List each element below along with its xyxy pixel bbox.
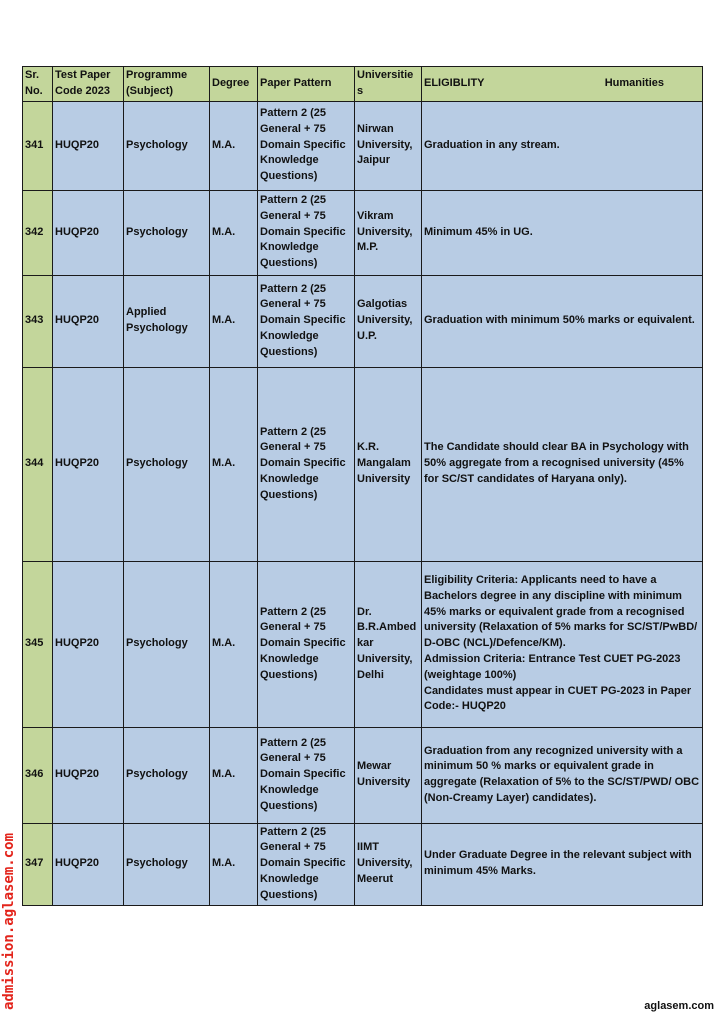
- cell-test-paper-code: HUQP20: [53, 727, 124, 823]
- cell-eligibility: [422, 367, 703, 561]
- cell-eligibility: [422, 561, 703, 727]
- cell-test-paper-code: HUQP20: [53, 101, 124, 190]
- eligibility-line: Graduation with minimum 50% marks or equivalent.: [424, 314, 695, 327]
- cell-degree: M.A.: [210, 190, 258, 275]
- cell-sr-no: 347: [23, 823, 53, 905]
- cell-programme: Psychology: [124, 101, 210, 190]
- table-row: [23, 367, 703, 561]
- cell-university: K.R. Mangalam University: [355, 367, 422, 561]
- cell-sr-no: 344: [23, 367, 53, 561]
- cell-test-paper-code: HUQP20: [53, 561, 124, 727]
- cell-test-paper-code: HUQP20: [53, 823, 124, 905]
- cell-eligibility: [422, 275, 703, 367]
- cell-university: Dr. B.R.Ambedkar University, Delhi: [355, 561, 422, 727]
- eligibility-line: The Candidate should clear BA in Psychology with 50% aggregate from a recognised university (45% for SC/ST candidates of Haryana only).: [424, 441, 689, 485]
- table-row: [23, 190, 703, 275]
- cell-paper-pattern: Pattern 2 (25 General + 75 Domain Specific Knowledge Questions): [258, 561, 355, 727]
- header-eligibility: [422, 67, 703, 102]
- eligibility-line: Graduation from any recognized university with a minimum 50 % marks or equivalent grade in aggregate (Relaxation of 5% to the SC/ST/PWD/ OBC (Non-Creamy Layer) candidates).: [424, 744, 700, 804]
- header-universities: Universities: [355, 67, 422, 102]
- cell-test-paper-code: HUQP20: [53, 275, 124, 367]
- table-header-row: [23, 67, 703, 102]
- header-sr-no: Sr. No.: [23, 67, 53, 102]
- cell-sr-no: 341: [23, 101, 53, 190]
- cell-programme: Psychology: [124, 823, 210, 905]
- cell-paper-pattern: Pattern 2 (25 General + 75 Domain Specific Knowledge Questions): [258, 275, 355, 367]
- header-eligibility-label: ELIGIBLITY: [424, 76, 485, 89]
- cell-university: Vikram University, M.P.: [355, 190, 422, 275]
- eligibility-line: Eligibility Criteria: Applicants need to have a Bachelors degree in any discipline with minimum 45% marks or equivalent grade from a recognised university (Relaxation of 5% marks for SC/ST/PwBD/ D-OBC (NCL)/Defence/KM).: [424, 574, 698, 650]
- cell-sr-no: 342: [23, 190, 53, 275]
- cell-programme: Psychology: [124, 727, 210, 823]
- cell-university: Galgotias University, U.P.: [355, 275, 422, 367]
- cell-eligibility: [422, 727, 703, 823]
- table-row: [23, 275, 703, 367]
- eligibility-line: Minimum 45% in UG.: [424, 225, 533, 238]
- cell-degree: M.A.: [210, 275, 258, 367]
- footer-site: aglasem.com: [644, 1000, 714, 1012]
- table-row: [23, 561, 703, 727]
- table-row: [23, 823, 703, 905]
- cell-university: Nirwan University, Jaipur: [355, 101, 422, 190]
- cell-paper-pattern: Pattern 2 (25 General + 75 Domain Specific Knowledge Questions): [258, 190, 355, 275]
- cell-sr-no: 346: [23, 727, 53, 823]
- cell-sr-no: 343: [23, 275, 53, 367]
- header-programme: Programme (Subject): [124, 67, 210, 102]
- eligibility-line: Graduation in any stream.: [424, 138, 560, 151]
- watermark-text: admission.aglasem.com: [1, 832, 17, 1010]
- cell-sr-no: 345: [23, 561, 53, 727]
- header-test-paper-code: Test Paper Code 2023: [53, 67, 124, 102]
- cell-paper-pattern: Pattern 2 (25 General + 75 Domain Specific Knowledge Questions): [258, 101, 355, 190]
- header-degree: Degree: [210, 67, 258, 102]
- cell-eligibility: [422, 190, 703, 275]
- header-stream-label: Humanities: [604, 76, 664, 89]
- cell-programme: Psychology: [124, 190, 210, 275]
- cell-degree: M.A.: [210, 561, 258, 727]
- cell-test-paper-code: HUQP20: [53, 367, 124, 561]
- cell-university: Mewar University: [355, 727, 422, 823]
- cell-programme: Applied Psychology: [124, 275, 210, 367]
- cell-eligibility: [422, 101, 703, 190]
- eligibility-table: [22, 66, 703, 906]
- table-row: [23, 727, 703, 823]
- cell-eligibility: [422, 823, 703, 905]
- eligibility-line: Candidates must appear in CUET PG-2023 in Paper Code:- HUQP20: [424, 684, 692, 713]
- cell-test-paper-code: HUQP20: [53, 190, 124, 275]
- cell-degree: M.A.: [210, 823, 258, 905]
- cell-degree: M.A.: [210, 367, 258, 561]
- eligibility-line: Admission Criteria: Entrance Test CUET PG-2023 (weightage 100%): [424, 652, 681, 681]
- cell-programme: Psychology: [124, 367, 210, 561]
- table-row: [23, 101, 703, 190]
- header-paper-pattern: Paper Pattern: [258, 67, 355, 102]
- cell-paper-pattern: Pattern 2 (25 General + 75 Domain Specific Knowledge Questions): [258, 823, 355, 905]
- cell-degree: M.A.: [210, 101, 258, 190]
- cell-paper-pattern: Pattern 2 (25 General + 75 Domain Specific Knowledge Questions): [258, 367, 355, 561]
- cell-programme: Psychology: [124, 561, 210, 727]
- cell-university: IIMT University, Meerut: [355, 823, 422, 905]
- eligibility-line: Under Graduate Degree in the relevant subject with minimum 45% Marks.: [424, 849, 692, 878]
- cell-paper-pattern: Pattern 2 (25 General + 75 Domain Specific Knowledge Questions): [258, 727, 355, 823]
- cell-degree: M.A.: [210, 727, 258, 823]
